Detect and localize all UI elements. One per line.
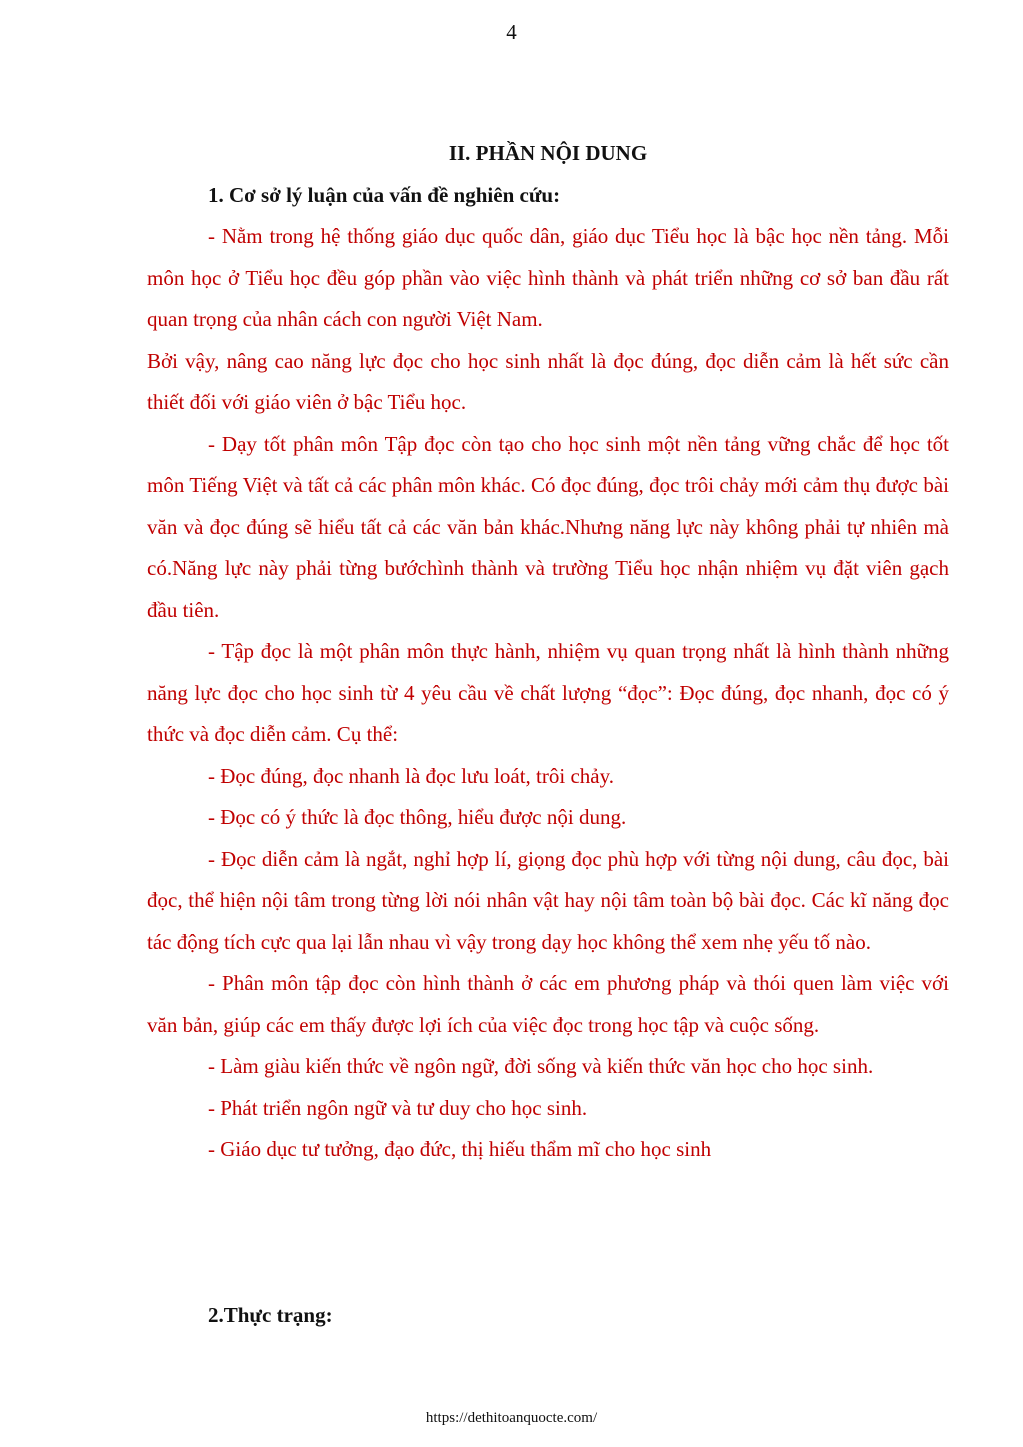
paragraph: - Đọc đúng, đọc nhanh là đọc lưu loát, trôi chảy. <box>208 763 614 788</box>
paragraph: - Đọc có ý thức là đọc thông, hiểu được nội dung. <box>208 805 627 829</box>
footer-url: https://dethitoanquocte.com/ <box>425 1410 598 1426</box>
paragraph: - Dạy tốt phân môn Tập đọc còn tạo cho học sinh một nền tảng vững chắc để học tốt môn Tiếng Việt và tất cả các phân môn khác. Có đọc đúng, đọc trôi chảy mới cảm thụ được bài văn và đọc đúng sẽ hiểu tất cả các văn bản khác.Nhưng năng lực này không phải tự nhiên mà có.Năng lực này phải từng bướchình thành và trường Tiểu học nhận nhiệm vụ đặt viên gạch đầu tiên. <box>147 431 949 622</box>
paragraph: - Tập đọc là một phân môn thực hành, nhiệm vụ quan trọng nhất là hình thành những năng lực đọc cho học sinh từ 4 yêu cầu về chất lượng “đọc”: Đọc đúng, đọc nhanh, đọc có ý thức và đọc diễn cảm. Cụ thể: <box>147 639 949 746</box>
content-body <box>147 216 949 1171</box>
section-title: II. PHẦN NỘI DUNG <box>448 141 648 165</box>
heading-theoretical-basis: 1. Cơ sở lý luận của vấn đề nghiên cứu: <box>208 183 561 207</box>
heading-current-situation: 2.Thực trạng: <box>208 1303 333 1327</box>
paragraph: - Phát triển ngôn ngữ và tư duy cho học sinh. <box>208 1095 588 1120</box>
paragraph: - Nằm trong hệ thống giáo dục quốc dân, giáo dục Tiểu học là bậc học nền tảng. Mỗi môn học ở Tiểu học đều góp phần vào việc hình thành và phát triển những cơ sở ban đầu rất quan trọng của nhân cách con người Việt Nam. <box>147 224 949 331</box>
paragraph: - Đọc diễn cảm là ngắt, nghỉ hợp lí, giọng đọc phù hợp với từng nội dung, câu đọc, bài đọc, thể hiện nội tâm trong từng lời nói nhân vật hay nội tâm toàn bộ bài đọc. Các kĩ năng đọc tác động tích cực qua lại lẫn nhau vì vậy trong dạy học không thể xem nhẹ yếu tố nào. <box>147 846 949 954</box>
paragraph: - Làm giàu kiến thức về ngôn ngữ, đời sống và kiến thức văn học cho học sinh. <box>208 1054 874 1078</box>
paragraph: - Giáo dục tư tưởng, đạo đức, thị hiếu thẩm mĩ cho học sinh <box>208 1137 712 1161</box>
paragraph: - Phân môn tập đọc còn hình thành ở các em phương pháp và thói quen làm việc với văn bản, giúp các em thấy được lợi ích của việc đọc trong học tập và cuộc sống. <box>147 971 949 1037</box>
paragraph: Bởi vậy, nâng cao năng lực đọc cho học sinh nhất là đọc đúng, đọc diễn cảm là hết sức cần thiết đối với giáo viên ở bậc Tiểu học. <box>147 348 949 414</box>
page-number: 4 <box>506 20 517 44</box>
